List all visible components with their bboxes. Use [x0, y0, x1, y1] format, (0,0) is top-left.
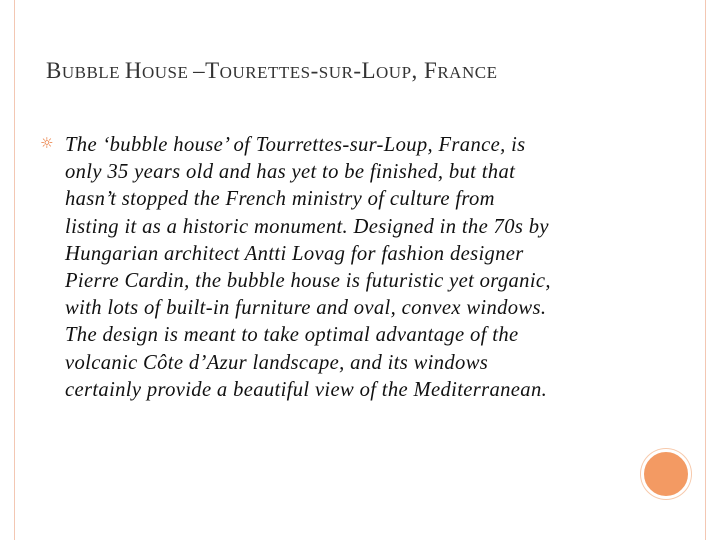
- bullet-line: The ‘bubble house’ of Tourrettes-sur-Loup, France, is: [65, 134, 526, 156]
- title-part: RANCE: [437, 63, 498, 82]
- title-part: OUP: [376, 63, 412, 82]
- bullet-line: certainly provide a beautiful view of the Mediterranean.: [65, 378, 548, 401]
- bullet-line: hasn’t stopped the French ministry of culture from: [65, 188, 495, 211]
- title-part: B: [46, 58, 62, 83]
- title-part: OUSE: [141, 63, 194, 82]
- sun-bullet-icon: ☼: [40, 134, 54, 152]
- bullet-line: with lots of built-in furniture and oval, convex windows.: [65, 297, 547, 320]
- bullet-line: volcanic Côte d’Azur landscape, and its windows: [65, 351, 489, 374]
- title-part: H: [124, 58, 142, 83]
- bullet-text: [65, 132, 695, 404]
- bullet-line: listing it as a historic monument. Designed in the 70s by: [65, 215, 549, 238]
- title-part: -L: [353, 58, 377, 83]
- title-part: UBBLE: [61, 63, 125, 82]
- title-part: SUR: [318, 63, 354, 82]
- bullet-line: Hungarian architect Antti Lovag for fashion designer: [65, 242, 524, 265]
- decorative-circle: [641, 449, 691, 499]
- title-part: -: [310, 58, 319, 83]
- bullet-line: only 35 years old and has yet to be finished, but that: [65, 161, 516, 184]
- title-part: , F: [411, 58, 438, 83]
- title-part: –T: [193, 58, 220, 83]
- title-part: OURETTES: [219, 63, 311, 82]
- bullet-line: Pierre Cardin, the bubble house is futuristic yet organic,: [65, 270, 551, 293]
- bullet-line: The design is meant to take optimal advantage of the: [65, 324, 519, 347]
- slide-title: [46, 58, 686, 84]
